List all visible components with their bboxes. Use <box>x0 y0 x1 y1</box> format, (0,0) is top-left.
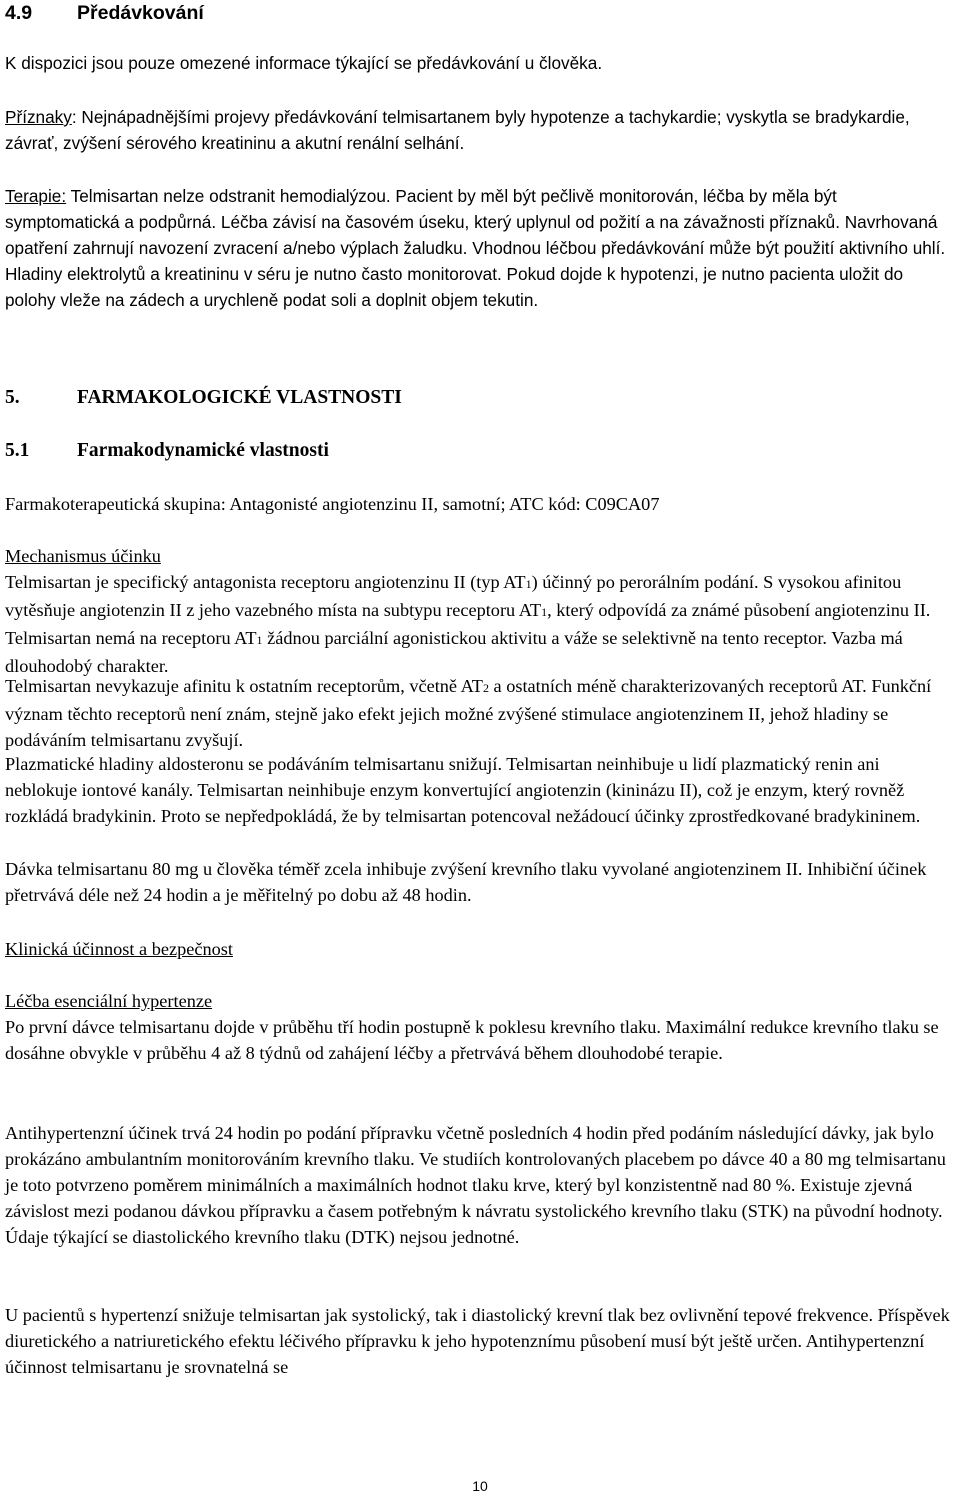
mechanism-paragraph-1 <box>5 569 955 679</box>
section-5-heading <box>5 385 955 411</box>
hypertension-paragraph-2: Antihypertenzní účinek trvá 24 hodin po podání přípravku včetně posledních 4 hodin před podáním následující dávky, jak bylo prokázáno ambulantním monitorováním krevního tlaku. Ve studiích kontrolovaných placebem po dávce 40 a 80 mg telmisartanu je toto potvrzeno poměrem minimálních a maximálních hodnot tlaku krve, který byl konzistentně nad 80 %. Existuje zjevná závislost mezi podanou dávkou přípravku a časem potřebným k návratu systolického krevního tlaku (STK) na původní hodnoty. Údaje týkající se diastolického krevního tlaku (DTK) nejsou jednotné. <box>5 1123 946 1247</box>
hypertension-paragraph-1: Po první dávce telmisartanu dojde v průběhu tří hodin postupně k poklesu krevního tlaku. Maximální redukce krevního tlaku se dosáhne obvykle v průběhu 4 až 8 týdnů od zahájení léčby a přetrvává během dlouhodobé terapie. <box>5 1017 939 1063</box>
symptoms-label: Příznaky <box>5 107 72 127</box>
symptoms-text: : Nejnápadnějšími projevy předávkování telmisartanem byly hypotenze a tachykardie; vyskytla se bradykardie, závrať, zvýšení sérového kreatininu a akutní renální selhání. <box>5 107 910 153</box>
hypertension-paragraph-3: U pacientů s hypertenzí snižuje telmisartan jak systolický, tak i diastolický krevní tlak bez ovlivnění tepové frekvence. Příspěvek diuretického a natriuretického efektu léčivého přípravku k jeho hypotenznímu působení musí být ještě určen. Antihypertenzní účinnost telmisartanu je srovnatelná se <box>5 1305 950 1377</box>
overdose-intro: K dispozici jsou pouze omezené informace týkající se předávkování u člověka. <box>5 53 603 73</box>
section-4-9-heading <box>5 0 955 26</box>
section-title: Farmakodynamické vlastnosti <box>77 440 329 461</box>
section-5-1-heading <box>5 438 955 464</box>
therapy-text: Telmisartan nelze odstranit hemodialýzou. Pacient by měl být pečlivě monitorován, léčba by měla být symptomatická a podpůrná. Léčba závisí na časovém úseku, který uplynul od požití a na závažnosti příznaků. Navrhovaná opatření zahrnují navození zvracení a/nebo výplach žaludku. Vhodnou léčbou předávkování může být použití aktivního uhlí. Hladiny elektrolytů a kreatininu v séru je nutno často monitorovat. Pokud dojde k hypotenzi, je nutno pacienta uložit do polohy vleže na zádech a urychleně podat soli a doplnit objem tekutin. <box>5 186 946 310</box>
subscript: 1 <box>256 633 263 647</box>
text-run: žádnou parciální agonistickou aktivitu a váže se selektivně na tento receptor. Vazba má dlouhodobý charakter. <box>5 628 903 676</box>
subscript: 2 <box>482 681 489 695</box>
section-number: 4.9 <box>5 2 33 24</box>
section-title: Předávkování <box>77 2 204 24</box>
text-run: Telmisartan je specifický antagonista receptoru angiotenzinu II (typ AT <box>5 572 526 592</box>
section-number: 5.1 <box>5 440 30 461</box>
section-number: 5. <box>5 387 20 408</box>
text-run: a ostatních méně charakterizovaných receptorů AT. Funkční význam těchto receptorů není znám, stejně jako efekt jejich možné zvýšené stimulace angiotenzinem II, jehož hladiny se podáváním telmisartanu zvyšují. <box>5 676 932 750</box>
therapy-label: Terapie: <box>5 186 67 206</box>
mechanism-paragraph-2 <box>5 673 955 753</box>
hypertension-heading: Léčba esenciální hypertenze <box>5 991 213 1011</box>
mechanism-paragraph-4: Dávka telmisartanu 80 mg u člověka téměř zcela inhibuje zvýšení krevního tlaku vyvolané angiotenzinem II. Inhibiční účinek přetrvává déle než 24 hodin a je měřitelný po dobu až 48 hodin. <box>5 859 927 905</box>
text-run: ) účinný po perorálním podání. S vysokou afinitou vytěsňuje angiotenzin II z jeho vazebného místa na subtypu receptoru AT <box>5 572 902 620</box>
text-run: Telmisartan nevykazuje afinitu k ostatním receptorům, včetně AT <box>5 676 483 696</box>
pharmacotherapeutic-group: Farmakoterapeutická skupina: Antagonisté angiotenzinu II, samotní; ATC kód: C09CA07 <box>5 494 660 514</box>
overdose-symptoms <box>5 104 955 156</box>
overdose-therapy <box>5 183 955 313</box>
mechanism-paragraph-3: Plazmatické hladiny aldosteronu se podáváním telmisartanu snižují. Telmisartan neinhibuje u lidí plazmatický renin ani neblokuje iontové kanály. Telmisartan neinhibuje enzym konvertující angiotenzin (kininázu II), což je enzym, který rovněž rozkládá bradykinin. Proto se nepředpokládá, že by telmisartan potencoval nežádoucí účinky zprostředkované bradykininem. <box>5 754 921 826</box>
text-run: , který odpovídá za známé působení angiotenzinu II. Telmisartan nemá na receptoru AT <box>5 600 931 648</box>
subscript: 1 <box>541 605 548 619</box>
clinical-efficacy-heading: Klinická účinnost a bezpečnost <box>5 939 233 959</box>
mechanism-heading: Mechanismus účinku <box>5 546 161 566</box>
page-number: 10 <box>472 1478 488 1494</box>
subscript: 1 <box>525 577 532 591</box>
section-title: FARMAKOLOGICKÉ VLASTNOSTI <box>77 387 402 408</box>
